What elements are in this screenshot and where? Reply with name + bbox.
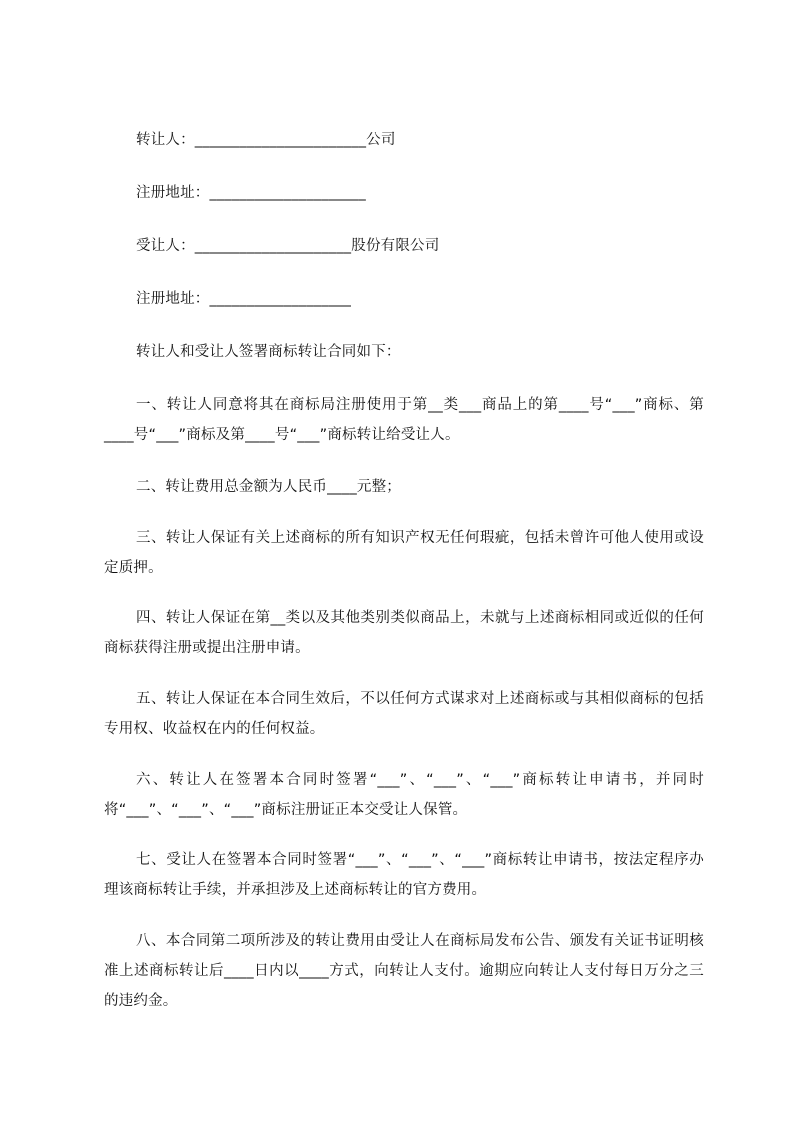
clause-2: 二、转让费用总金额为人民币____元整； xyxy=(136,479,401,495)
contract-intro: 转让人和受让人签署商标转让合同如下： xyxy=(136,344,401,360)
transferee-line: 受让人：_____________________股份有限公司 xyxy=(136,238,440,254)
clause-7: 七、受让人在签署本合同时签署“___”、“___”、“___”商标转让申请书，按法定程序办理该商标转让手续，并承担涉及上述商标转让的官方费用。 xyxy=(104,852,704,898)
transferor-address-line: 注册地址：_____________________ xyxy=(136,185,366,201)
clause-6: 六、转让人在签署本合同时签署“___”、“___”、“___”商标转让申请书，并同时将“___”、“___”、“___”商标注册证正本交受让人保管。 xyxy=(104,772,704,818)
clause-8: 八、本合同第二项所涉及的转让费用由受让人在商标局发布公告、颁发有关证书证明核准上述商标转让后____日内以____方式，向转让人支付。逾期应向转让人支付每日万分之三的违约金。 xyxy=(104,933,704,1009)
clause-1: 一、转让人同意将其在商标局注册使用于第__类___商品上的第____号“___”商标、第____号“___”商标及第____号“___”商标转让给受让人。 xyxy=(104,397,704,443)
clause-3: 三、转让人保证有关上述商标的所有知识产权无任何瑕疵，包括未曾许可他人使用或设定质押。 xyxy=(104,530,704,576)
transferor-line: 转让人：_______________________公司 xyxy=(136,132,396,148)
clause-5: 五、转让人保证在本合同生效后，不以任何方式谋求对上述商标或与其相似商标的包括专用权、收益权在内的任何权益。 xyxy=(104,691,704,737)
transferee-address-line: 注册地址：___________________ xyxy=(136,291,352,307)
clause-4: 四、转让人保证在第__类以及其他类别类似商品上，未就与上述商标相同或近似的任何商标获得注册或提出注册申请。 xyxy=(104,610,704,656)
